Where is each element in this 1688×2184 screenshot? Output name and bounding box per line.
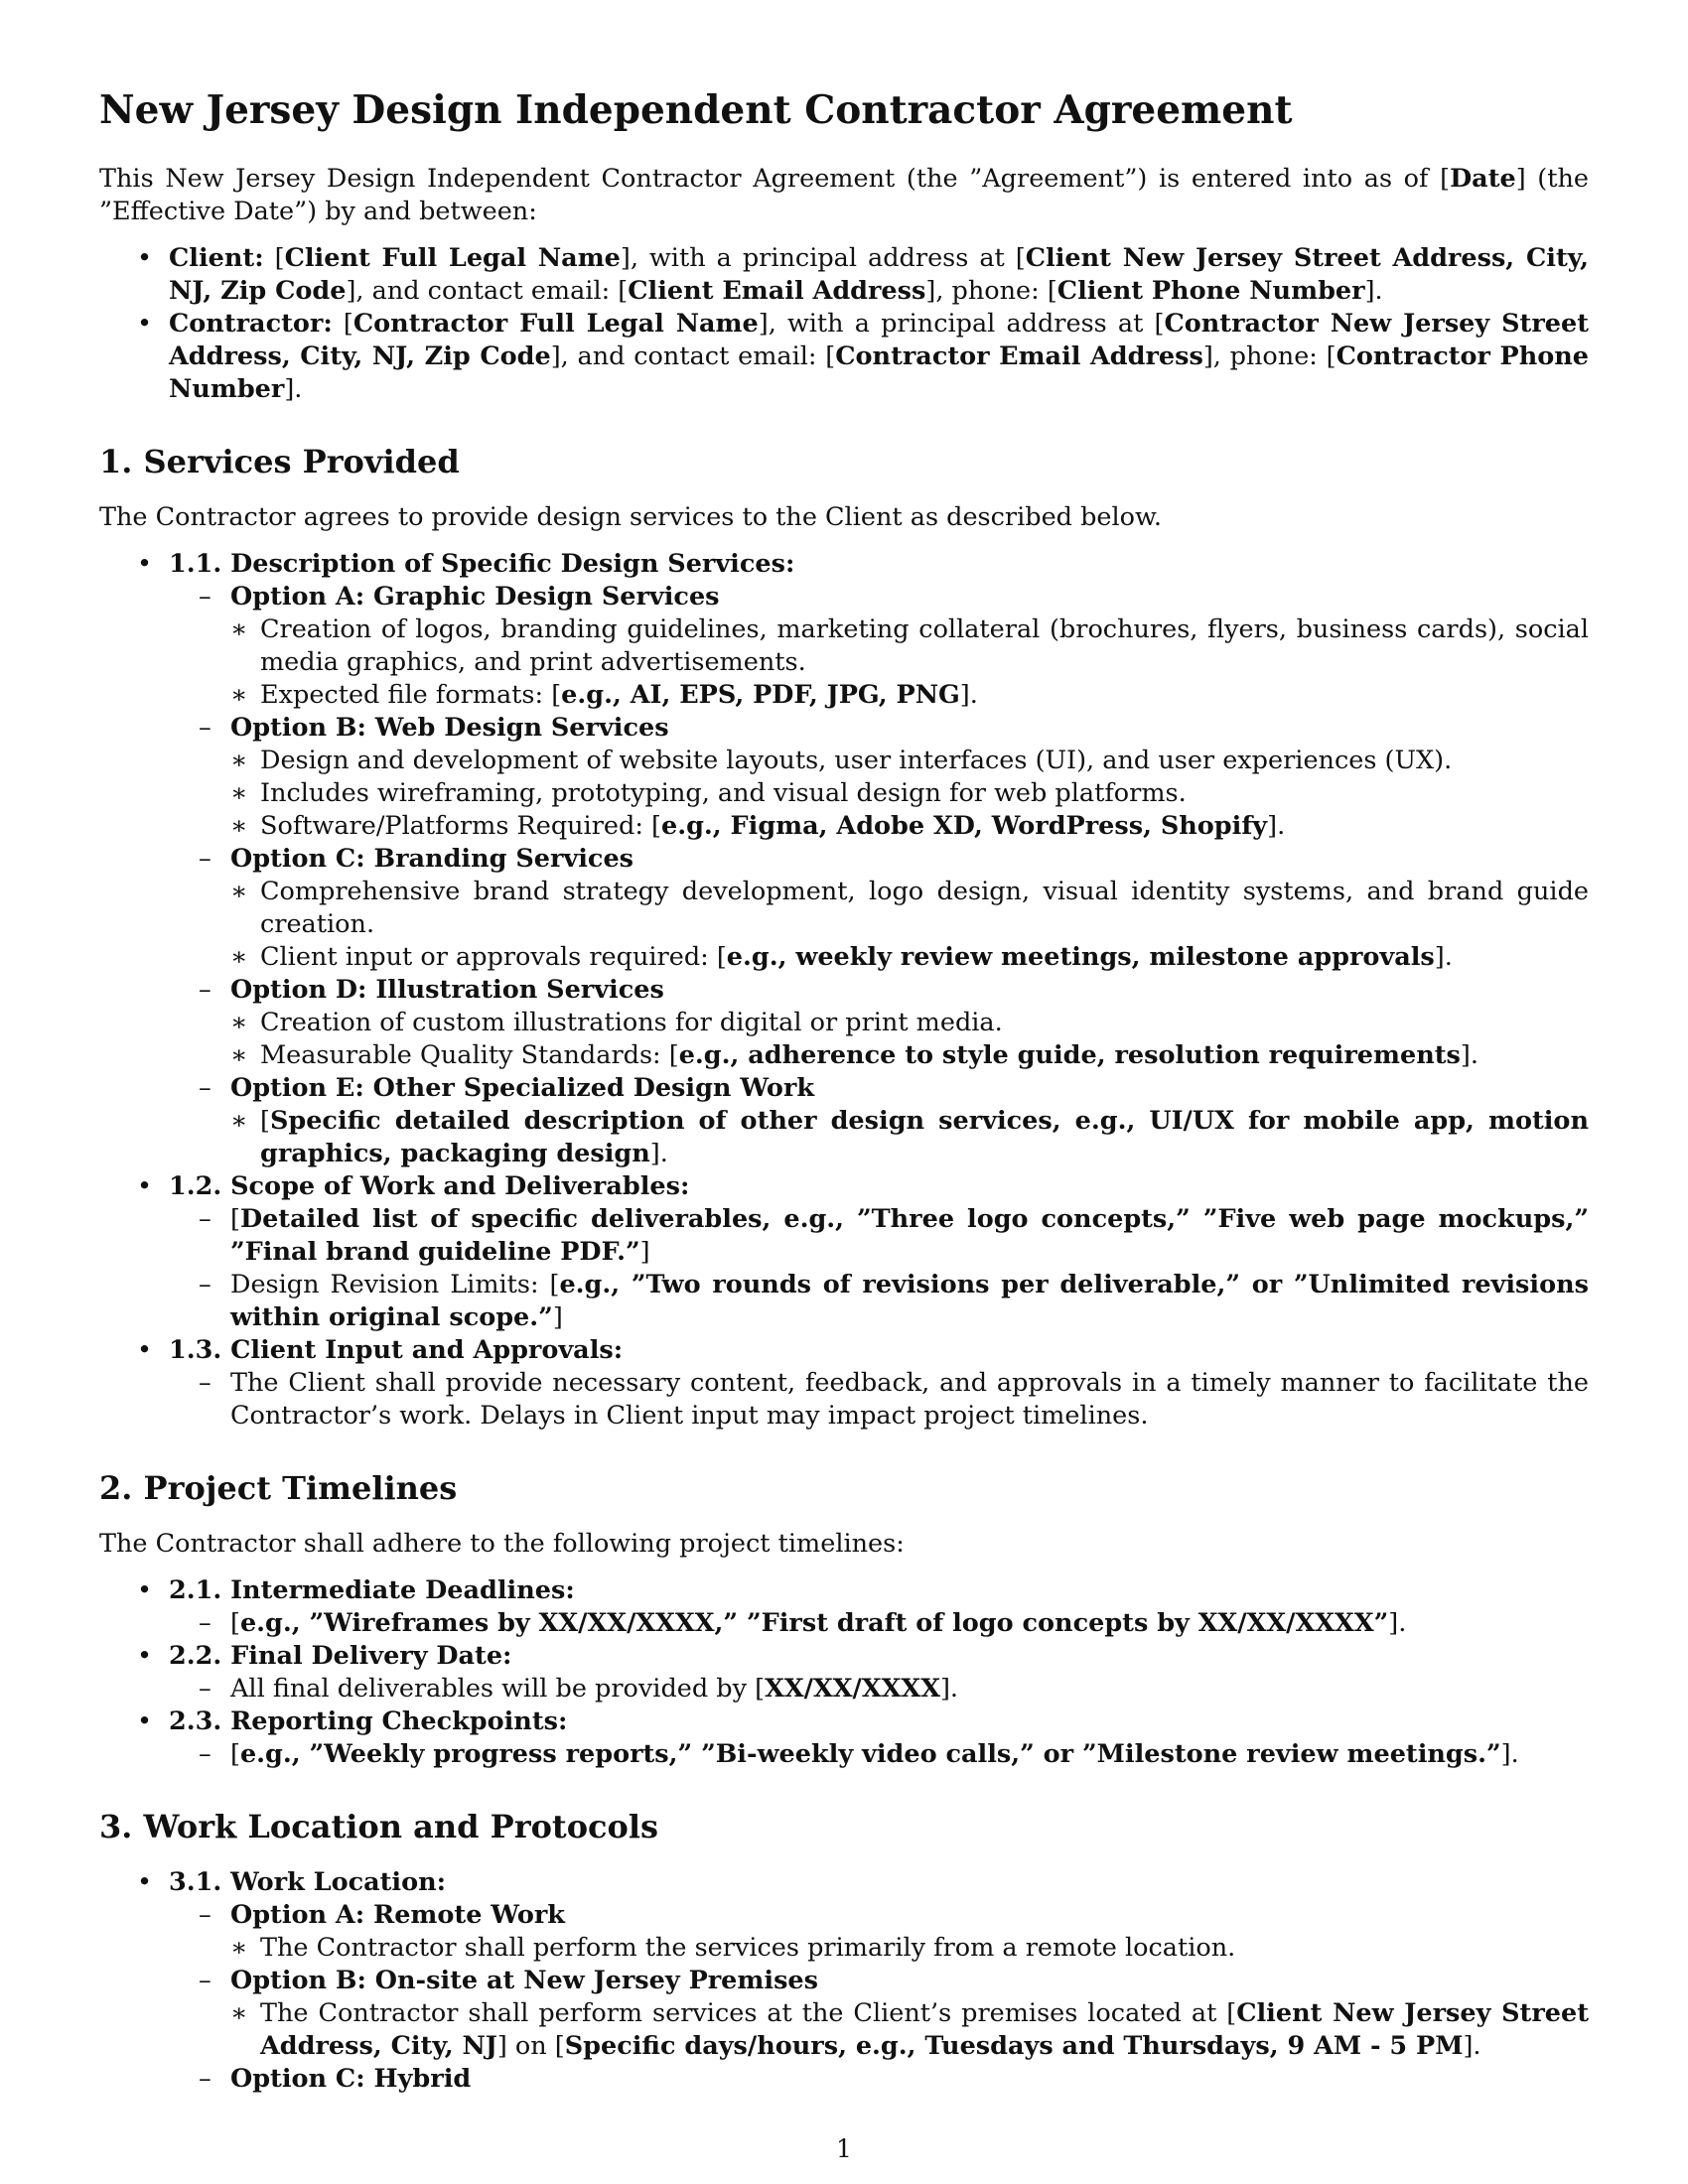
list-item: ∗ Design and development of website layouts, user interfaces (UI), and user experiences (UX). [230,746,1453,775]
list-item: – [e.g., ”Wireframes by XX/XX/XXXX,” ”First draft of logo concepts by XX/XX/XXXX”]. [199,1608,1407,1638]
list-item: • 3.1. Work Location: – Option A: Remote Work ∗ The Contractor shall perform the services primarily from a remote location. – Option B: On-site at New Jersey Premises ∗ The Contractor shall perform services at the Client’s premises located at [Client New Jersey Street Address, City, NJ] on [Specific days/hours, e.g., Tuesdays and Thursdays, 9 AM - 5 PM]. – Option C: Hybrid [137,1867,1589,2094]
option-item: – Option D: Illustration Services ∗ Creation of custom illustrations for digital or print media. ∗ Measurable Quality Standards: [e.g., adherence to style guide, resolution requirements]. [169,974,1589,1072]
list-item: ∗ Creation of custom illustrations for digital or print media. [230,1008,1003,1037]
section-1-list [99,548,1589,1433]
list-item: ∗ The Contractor shall perform services at the Client’s premises located at [Client New Jersey Street Address, City, NJ] on [Specific days/hours, e.g., Tuesdays and Thursdays, 9 AM - 5 PM]. [230,1998,1589,2061]
section-heading: 1. Services Provided [99,443,460,480]
intro-paragraph: This New Jersey Design Independent Contractor Agreement (the ”Agreement”) is entered into as of [Date] (the ”Effective Date”) by and between: [99,164,1590,226]
dash-marker: – [199,2064,211,2094]
bullet-marker: • [137,243,153,273]
bullet-marker: • [137,1171,153,1201]
bullet-marker: • [137,1867,153,1897]
dash-marker: – [199,1900,211,1930]
star-marker: ∗ [230,1106,248,1136]
page-number: 1 [836,2134,852,2163]
list-item: – The Client shall provide necessary content, feedback, and approvals in a timely manner to facilitate the Contractor’s work. Delays in Client input may impact project timelines. [199,1368,1589,1431]
list-item: ∗ Measurable Quality Standards: [e.g., adherence to style guide, resolution requirements]. [230,1040,1478,1070]
star-marker: ∗ [230,614,248,644]
star-marker: ∗ [230,1040,248,1070]
dash-marker: – [199,975,211,1005]
bullet-marker: • [137,1706,153,1736]
dash-marker: – [199,1204,211,1234]
bullet-marker: • [137,309,153,339]
section-intro: The Contractor shall adhere to the following project timelines: [99,1529,905,1559]
star-marker: ∗ [230,877,248,906]
party-contractor: • Contractor: [Contractor Full Legal Name], with a principal address at [Contractor New Jersey Street Address, City, NJ, Zip Code], and contact email: [Contractor Email Address], phone: [Contractor Phone Number]. [137,309,1590,404]
list-item: • 2.3. Reporting Checkpoints: – [e.g., ”Weekly progress reports,” ”Bi-weekly video calls,” or ”Milestone review meetings.”]. [99,1706,1589,1771]
star-marker: ∗ [230,778,248,808]
section-3-list [99,1866,1589,2096]
option-item: – Option B: On-site at New Jersey Premises ∗ The Contractor shall perform services at the Client’s premises located at [Client New Jersey Street Address, City, NJ] on [Specific days/hours, e.g., Tuesdays and Thursdays, 9 AM - 5 PM]. [199,1966,1589,2061]
document-page [99,87,1589,2096]
section-heading: 3. Work Location and Protocols [99,1808,659,1845]
dash-marker: – [199,844,211,874]
star-marker: ∗ [230,811,248,841]
star-marker: ∗ [230,746,248,775]
dash-marker: – [199,1368,211,1398]
list-item: ∗ Expected file formats: [e.g., AI, EPS, PDF, JPG, PNG]. [230,680,978,710]
dash-marker: – [199,1073,211,1103]
section-heading: 2. Project Timelines [99,1469,458,1507]
bullet-marker: • [137,1335,153,1365]
list-item: – All final deliverables will be provided by [XX/XX/XXXX]. [199,1674,959,1704]
section-intro: The Contractor agrees to provide design services to the Client as described below. [99,502,1162,532]
star-marker: ∗ [230,942,248,972]
dash-marker: – [199,1966,211,1995]
section-2-list [99,1574,1589,1771]
option-item: – Option C: Hybrid [199,2064,472,2094]
bullet-marker: • [137,1641,153,1671]
dash-marker: – [199,1739,211,1769]
list-item: ∗ Client input or approvals required: [e.g., weekly review meetings, milestone approvals]. [230,942,1453,972]
party-client: • Client: [Client Full Legal Name], with a principal address at [Client New Jersey Street Address, City, NJ, Zip Code], and contact email: [Client Email Address], phone: [Client Phone Number]. [137,243,1589,306]
option-item: – Option B: Web Design Services ∗ Design and development of website layouts, user interfaces (UI), and user experiences (UX). ∗ Includes wireframing, prototyping, and visual design for web platforms. ∗ Software/Platforms Required: [e.g., Figma, Adobe XD, WordPress, Shopify]. [169,712,1589,843]
star-marker: ∗ [230,1933,248,1963]
list-item: ∗ Software/Platforms Required: [e.g., Figma, Adobe XD, WordPress, Shopify]. [230,811,1286,841]
option-item: – Option C: Branding Services ∗ Comprehensive brand strategy development, logo design, visual identity systems, and brand guide creation. ∗ Client input or approvals required: [e.g., weekly review meetings, milestone approvals]. [199,844,1589,972]
option-item: – Option A: Graphic Design Services ∗ Creation of logos, branding guidelines, marketing collateral (brochures, flyers, business cards), social media graphics, and print advertisements. ∗ Expected file formats: [e.g., AI, EPS, PDF, JPG, PNG]. [199,582,1589,710]
dash-marker: – [199,1608,211,1638]
list-item: – [Detailed list of specific deliverables, e.g., ”Three logo concepts,” ”Five web page mockups,” ”Final brand guideline PDF.”] [199,1204,1589,1267]
list-item: ∗ The Contractor shall perform the services primarily from a remote location. [230,1933,1236,1963]
list-item: ∗ Includes wireframing, prototyping, and visual design for web platforms. [230,778,1187,808]
list-item: – [e.g., ”Weekly progress reports,” ”Bi-weekly video calls,” or ”Milestone review meetings.”]. [199,1739,1519,1769]
list-item: • 2.1. Intermediate Deadlines: – [e.g., ”Wireframes by XX/XX/XXXX,” ”First draft of logo concepts by XX/XX/XXXX”]. [99,1574,1589,1640]
list-item: • 1.1. Description of Specific Design Services: – Option A: Graphic Design Services ∗ Creation of logos, branding guidelines, marketing collateral (brochures, flyers, business cards), social media graphics, and print advertisements. ∗ Expected file formats: [e.g., AI, EPS, PDF, JPG, PNG]. – Option B: Web Design Services ∗ Design and development of website layouts, user interfaces (UI), and user experiences (UX). ∗ Includes wireframing, prototyping, and visual design for web platforms. ∗ Software/Platforms Required: [e.g., Figma, Adobe XD, WordPress, Shopify]. – Option C: Branding Services ∗ Comprehensive brand strategy development, logo design, visual identity systems, and brand guide creation. ∗ Client input or approvals required: [e.g., weekly review meetings, milestone approvals]. – Option D: Illustration Services ∗ Creation of custom illustrations for digital or print media. ∗ Measurable Quality Standards: [e.g., adherence to style guide, resolution requirements]. – Option E: Other Specialized Design Work ∗ [Specific detailed description of other design services, e.g., UI/UX for mobile app, motion graphics, packaging design]. [137,549,1589,1168]
dash-marker: – [199,1674,211,1704]
star-marker: ∗ [230,680,248,710]
bullet-marker: • [137,1575,153,1605]
document-title: New Jersey Design Independent Contractor Agreement [99,87,1293,133]
dash-marker: – [199,713,211,743]
star-marker: ∗ [230,1008,248,1037]
effective-date-placeholder: Date [1450,164,1516,194]
option-item: – Option A: Remote Work ∗ The Contractor shall perform the services primarily from a remote location. [169,1899,1589,1965]
dash-marker: – [199,1270,211,1299]
bullet-marker: • [137,549,153,579]
list-item: ∗ Creation of logos, branding guidelines, marketing collateral (brochures, flyers, business cards), social media graphics, and print advertisements. [230,614,1589,677]
list-item: • 1.2. Scope of Work and Deliverables: – [Detailed list of specific deliverables, e.g., ”Three logo concepts,” ”Five web page mockups,” ”Final brand guideline PDF.”] – Design Revision Limits: [e.g., ”Two rounds of revisions per deliverable,” or ”Unlimited revisions within original scope.”] [137,1171,1590,1332]
list-item: ∗ [Specific detailed description of other design services, e.g., UI/UX for mobile app, motion graphics, packaging design]. [230,1106,1589,1168]
option-item: – Option E: Other Specialized Design Work ∗ [Specific detailed description of other design services, e.g., UI/UX for mobile app, motion graphics, packaging design]. [199,1073,1589,1168]
list-item: ∗ Comprehensive brand strategy development, logo design, visual identity systems, and brand guide creation. [230,877,1589,939]
dash-marker: – [199,582,211,612]
list-item: • 1.3. Client Input and Approvals: – The Client shall provide necessary content, feedback, and approvals in a timely manner to facilitate the Contractor’s work. Delays in Client input may impact project timelines. [137,1335,1589,1431]
list-item: • 2.2. Final Delivery Date: – All final deliverables will be provided by [XX/XX/XXXX]. [99,1640,1589,1706]
list-item: – Design Revision Limits: [e.g., ”Two rounds of revisions per deliverable,” or ”Unlimited revisions within original scope.”] [199,1270,1590,1332]
star-marker: ∗ [230,1998,248,2028]
parties-list [99,242,1589,406]
